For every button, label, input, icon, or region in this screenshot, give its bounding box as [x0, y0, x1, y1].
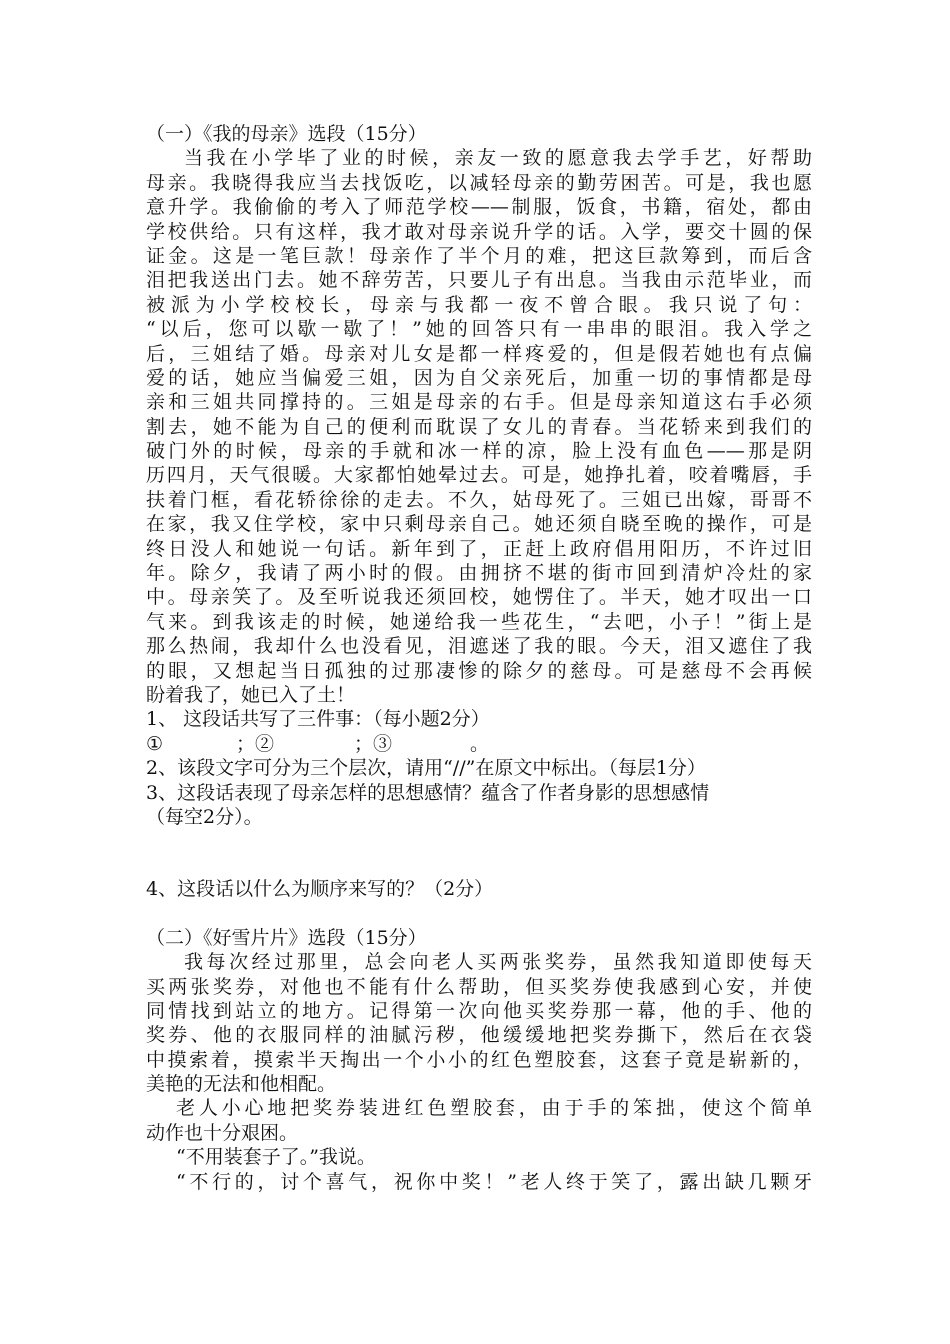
paragraph-line: 我每次经过那里，总会向老人买两张奖券，虽然我知道即使每天 [184, 951, 812, 974]
paragraph-line: 中。母亲笑了。及至听说我还须回校，她愣住了。半天，她才叹出一口 [146, 586, 812, 609]
paragraph-line: 学校供给。只有这样，我才敢对母亲说升学的话。入学，要交十圆的保 [146, 220, 812, 243]
paragraph-line: 那么热闹，我却什么也没看见，泪遮迷了我的眼。今天，泪又遮住了我 [146, 635, 812, 658]
paragraph-line: 盼着我了，她已入了土！ [146, 683, 356, 706]
section1-paragraph [146, 146, 812, 707]
section1-title: （一）《我的母亲》选段（15分） [146, 123, 427, 145]
paragraph-line: 后，三姐结了婚。母亲对儿女是都一样疼爱的，但是假若她也有点偏 [146, 342, 812, 365]
paragraph-line: 买两张奖券，对他也不能有什么帮助，但买奖券使我感到心安，并使 [146, 975, 812, 998]
paragraph-line: 美艳的无法和他相配。 [146, 1073, 337, 1096]
section2-paragraph-1 [146, 950, 812, 1096]
paragraph-line: 动作也十分艰困。 [146, 1121, 299, 1144]
paragraph-line: 母亲。我晓得我应当去找饭吃，以减轻母亲的勤劳困苦。可是，我也愿 [146, 171, 812, 194]
paragraph-line: 气来。到我该走的时候，她递给我一些花生，“去吧，小子！”街上是 [146, 610, 812, 633]
paragraph-line: 在家，我又住学校，家中只剩母亲自己。她还须自晓至晚的操作，可是 [146, 513, 812, 536]
answer-space [146, 829, 812, 877]
paragraph-line: “以后，您可以歇一歇了！”她的回答只有一串串的眼泪。我入学之 [146, 318, 812, 341]
question-3-line-1: 3、这段话表现了母亲怎样的思想感情？蕴含了作者身影的思想感情 [146, 781, 710, 804]
paragraph-line: 同情找到站立的地方。记得第一次向他买奖券那一幕，他的手、他的 [146, 999, 812, 1022]
paragraph-line: 泪把我送出门去。她不辞劳苦，只要儿子有出息。当我由示范毕业，而 [146, 269, 812, 292]
paragraph-line: 扶着门框，看花轿徐徐的走去。不久，姑母死了。三姐已出嫁，哥哥不 [146, 488, 812, 511]
section2-paragraph-2 [146, 1096, 812, 1145]
paragraph-line: 亲和三姐共同撑持的。三姐是母亲的右手。但是母亲知道这右手必须 [146, 391, 812, 414]
paragraph-line: 当我在小学毕了业的时候，亲友一致的愿意我去学手艺，好帮助 [184, 147, 812, 170]
section2-paragraph-3: “不用装套子了。”我说。 [176, 1146, 376, 1169]
paragraph-line: 意升学。我偷偷的考入了师范学校——制服，饭食，书籍，宿处，都由 [146, 196, 812, 219]
question-4: 4、这段话以什么为顺序来写的？（2分） [146, 878, 494, 901]
question-1-answer-blanks [146, 732, 812, 756]
question-1: 1、 这段话共写了三件事：（每小题2分） [146, 708, 490, 731]
paragraph-line: 证金。这是一笔巨款！母亲作了半个月的难，把这巨款筹到，而后含 [146, 244, 812, 267]
paragraph-line: 老人小心地把奖券装进红色塑胶套，由于手的笨拙，使这个简单 [176, 1097, 812, 1120]
paragraph-line: 历四月，天气很暖。大家都怕她晕过去。可是，她挣扎着，咬着嘴唇，手 [146, 464, 812, 487]
answer-marker-1: ① [146, 732, 164, 755]
section2-title: （二）《好雪片片》选段（15分） [146, 926, 427, 949]
paragraph-line: 年。除夕，我请了两小时的假。由拥挤不堪的街市回到清炉冷灶的家 [146, 562, 812, 585]
answer-marker-2: ；② [236, 732, 275, 755]
paragraph-line: 被派为小学校校长，母亲与我都一夜不曾合眼。我只说了句： [146, 293, 812, 316]
paragraph-line: 奖券、他的衣服同样的油腻污秽，他缓缓地把奖券撕下，然后在衣袋 [146, 1024, 812, 1047]
section-gap [146, 902, 812, 926]
paragraph-line: 中摸索着，摸索半天掏出一个小小的红色塑胶套，这套子竟是崭新的， [146, 1048, 812, 1071]
section2-paragraph-4: “不行的，讨个喜气，祝你中奖！”老人终于笑了，露出缺几颗牙 [176, 1170, 812, 1193]
question-3-line-2: （每空2分）。 [146, 805, 263, 828]
answer-end-mark: 。 [470, 732, 490, 755]
answer-marker-3: ；③ [354, 732, 393, 755]
paragraph-line: 终日没人和她说一句话。新年到了，正赶上政府倡用阳历，不许过旧 [146, 537, 812, 560]
document-body [146, 122, 812, 1194]
paragraph-line: 的眼，又想起当日孤独的过那凄惨的除夕的慈母。可是慈母不会再候 [146, 659, 812, 682]
paragraph-line: 割去，她不能为自己的便利而耽误了女儿的青春。当花轿来到我们的 [146, 415, 812, 438]
paragraph-line: 爱的话，她应当偏爱三姐，因为自父亲死后，加重一切的事情都是母 [146, 366, 812, 389]
question-2: 2、该段文字可分为三个层次，请用“//”在原文中标出。（每层1分） [146, 757, 706, 780]
paragraph-line: 破门外的时候，母亲的手就和冰一样的凉，脸上没有血色——那是阴 [146, 440, 812, 463]
